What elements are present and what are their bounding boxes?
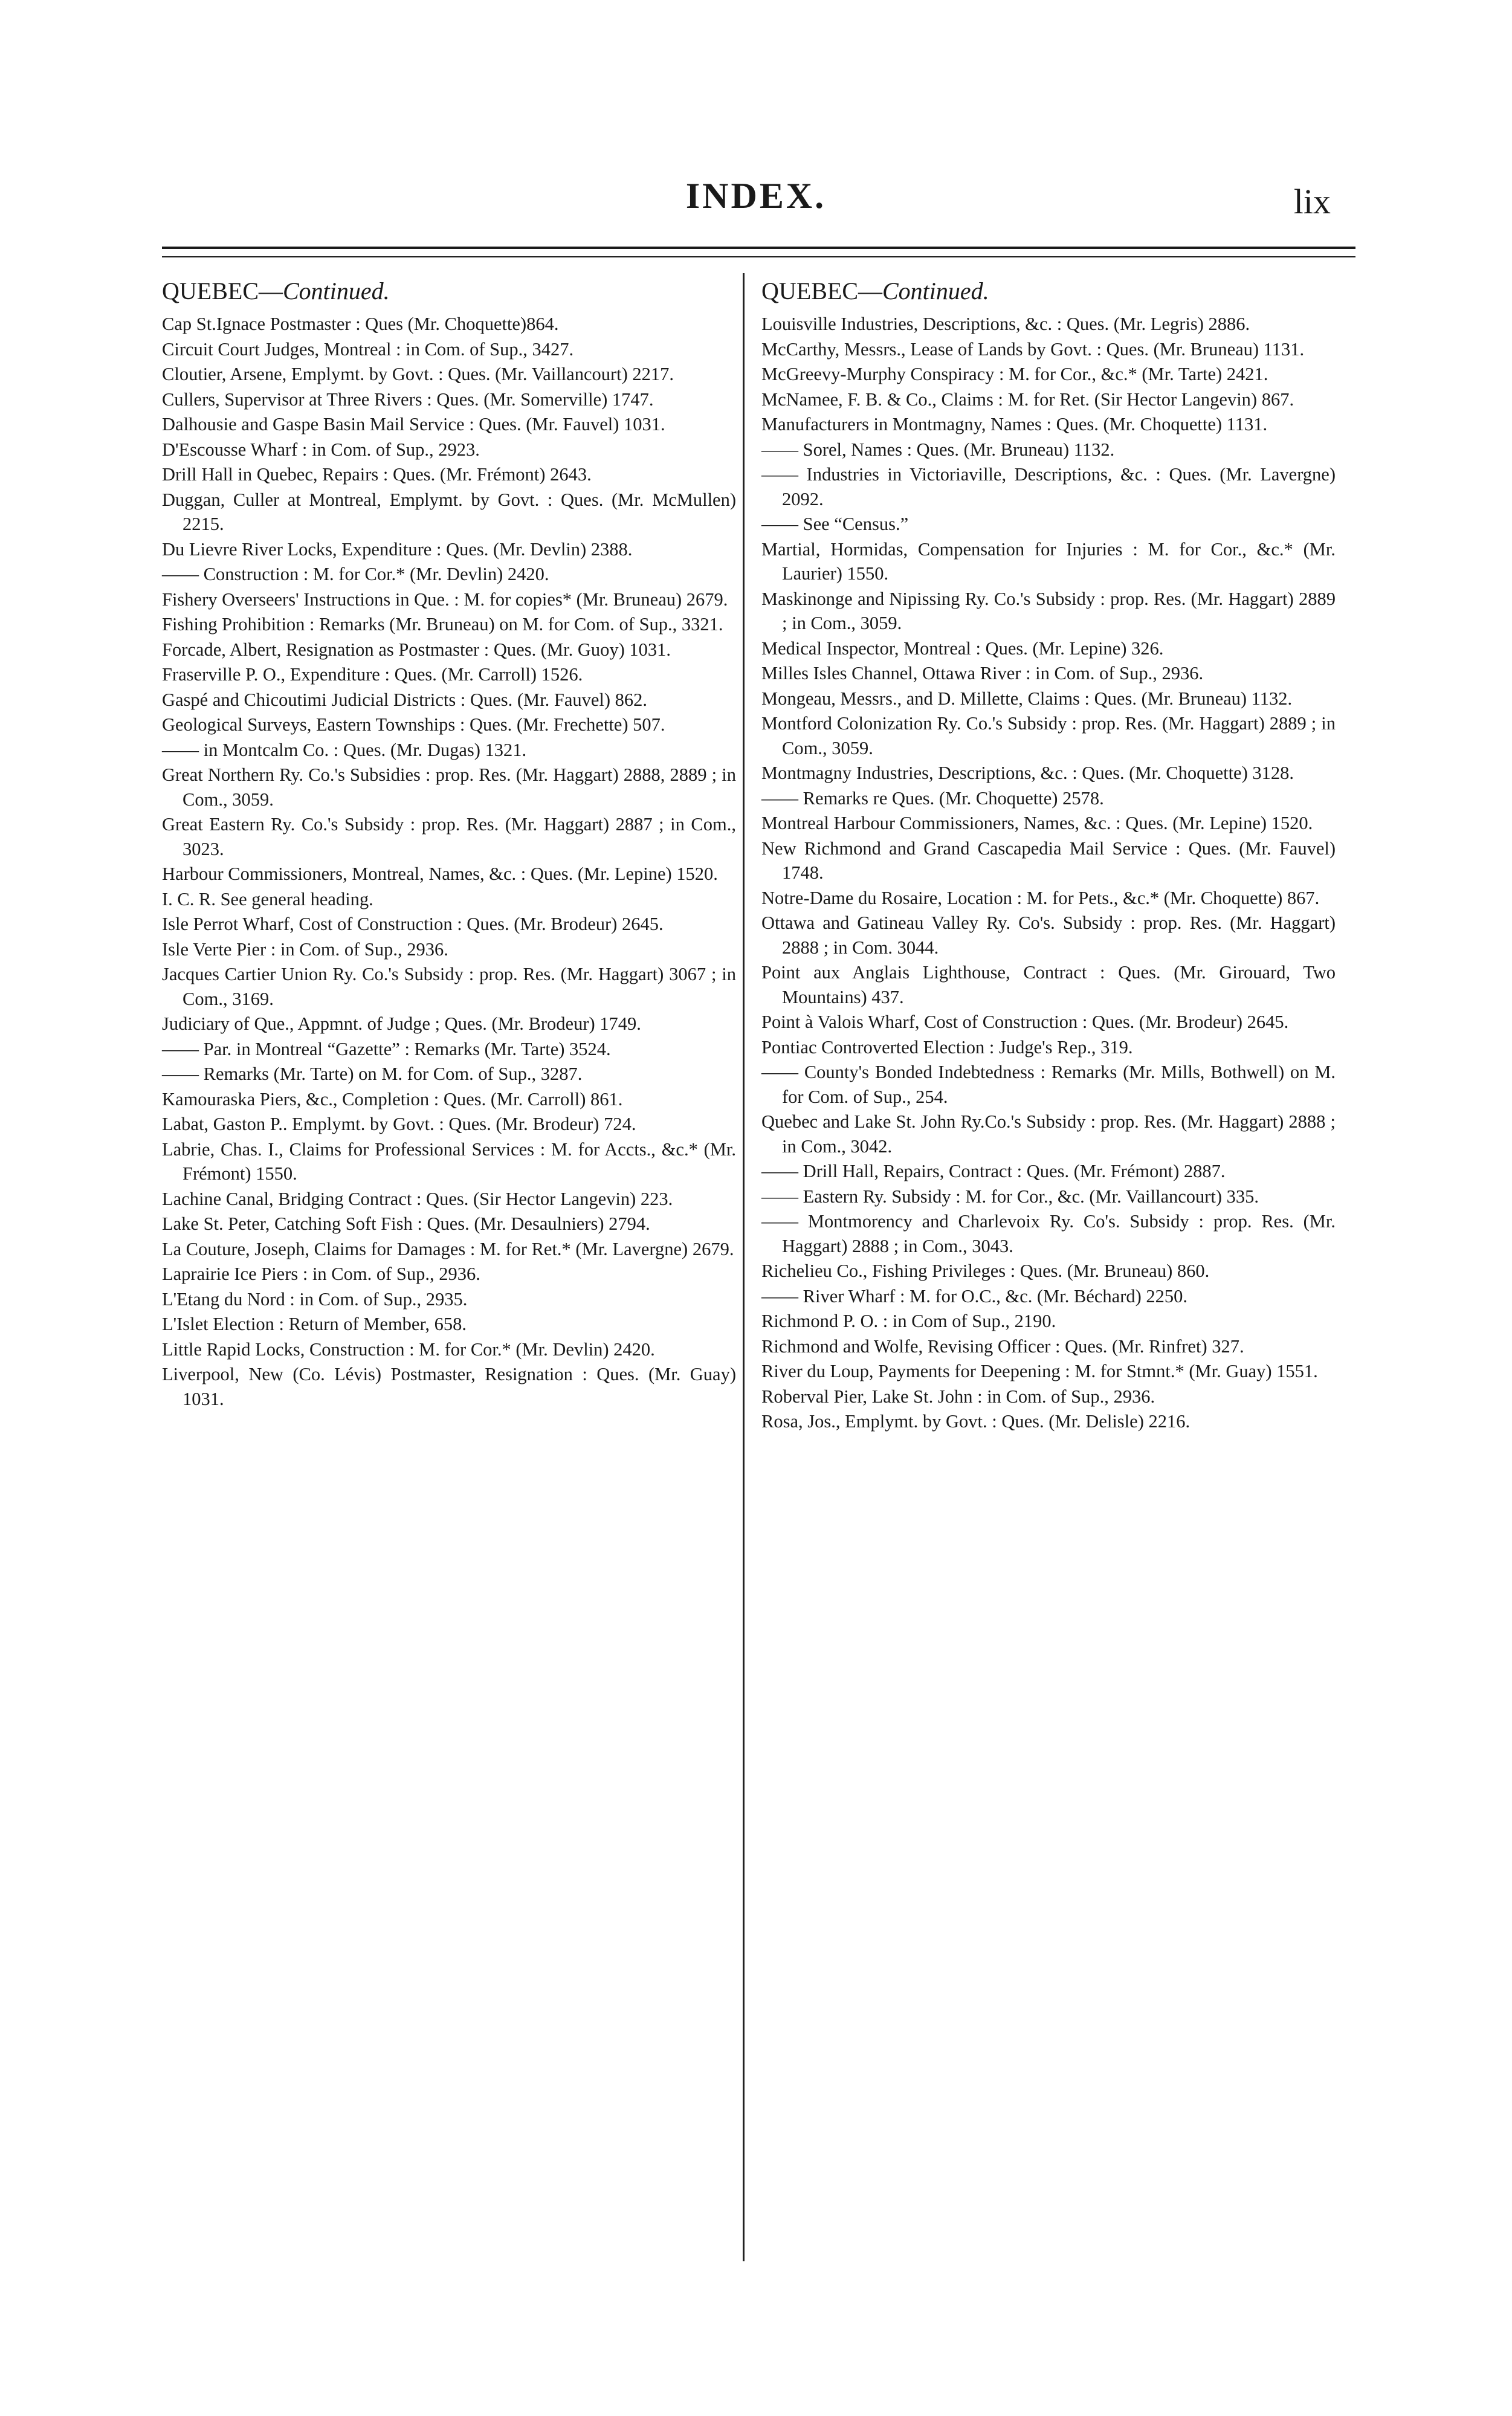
index-entry: —— Sorel, Names : Ques. (Mr. Bruneau) 1132. (761, 439, 1115, 460)
index-entry: Richmond and Wolfe, Revising Officer : Ques. (Mr. Rinfret) 327. (761, 1336, 1244, 1357)
index-entry: Ottawa and Gatineau Valley Ry. Co's. Subsidy : prop. Res. (Mr. Haggart) 2888 ; in Com. 3044. (761, 912, 1336, 958)
index-entry: Montmagny Industries, Descriptions, &c. : Ques. (Mr. Choquette) 3128. (761, 763, 1294, 783)
index-entry: Manufacturers in Montmagny, Names : Ques. (Mr. Choquette) 1131. (761, 414, 1268, 434)
index-entry: Fishery Overseers' Instructions in Que. : M. for copies* (Mr. Bruneau) 2679. (162, 589, 728, 610)
index-entry: Liverpool, New (Co. Lévis) Postmaster, Resignation : Ques. (Mr. Guay) 1031. (162, 1364, 736, 1409)
index-entry: D'Escousse Wharf : in Com. of Sup., 2923. (162, 439, 480, 460)
page-number: lix (1293, 182, 1331, 221)
section-heading-main: QUEBEC— (761, 277, 882, 305)
index-entry: New Richmond and Grand Cascapedia Mail Service : Ques. (Mr. Fauvel) 1748. (761, 838, 1336, 883)
index-entry: —— See “Census.” (761, 514, 909, 534)
section-heading-main: QUEBEC— (162, 277, 283, 305)
index-entry: Isle Perrot Wharf, Cost of Construction : Ques. (Mr. Brodeur) 2645. (162, 914, 664, 934)
index-entry: Isle Verte Pier : in Com. of Sup., 2936. (162, 938, 448, 960)
index-entry: Jacques Cartier Union Ry. Co.'s Subsidy : prop. Res. (Mr. Haggart) 3067 ; in Com., 3169. (162, 964, 736, 1009)
index-entry: River du Loup, Payments for Deepening : M. for Stmnt.* (Mr. Guay) 1551. (761, 1361, 1318, 1381)
index-entry: —— Remarks (Mr. Tarte) on M. for Com. of Sup., 3287. (162, 1064, 583, 1084)
index-entry: Medical Inspector, Montreal : Ques. (Mr. Lepine) 326. (761, 638, 1164, 659)
index-entry: Maskinonge and Nipissing Ry. Co.'s Subsidy : prop. Res. (Mr. Haggart) 2889 ; in Com., 3059. (761, 588, 1336, 633)
index-entry: Fraserville P. O., Expenditure : Ques. (Mr. Carroll) 1526. (162, 664, 583, 685)
index-entry: Harbour Commissioners, Montreal, Names, &c. : Ques. (Mr. Lepine) 1520. (162, 864, 718, 884)
index-entry: Great Eastern Ry. Co.'s Subsidy : prop. Res. (Mr. Haggart) 2887 ; in Com., 3023. (162, 814, 736, 859)
index-entry: —— Industries in Victoriaville, Descriptions, &c. : Ques. (Mr. Lavergne) 2092. (761, 464, 1336, 509)
index-entry: Circuit Court Judges, Montreal : in Com. of Sup., 3427. (162, 338, 574, 360)
index-entry: Richelieu Co., Fishing Privileges : Ques. (Mr. Bruneau) 860. (761, 1261, 1210, 1281)
index-entry: —— Remarks re Ques. (Mr. Choquette) 2578. (761, 787, 1104, 809)
index-entry: L'Etang du Nord : in Com. of Sup., 2935. (162, 1288, 468, 1310)
index-entry: Lachine Canal, Bridging Contract : Ques. (Sir Hector Langevin) 223. (162, 1188, 673, 1209)
section-heading (162, 277, 736, 306)
index-entry: —— Construction : M. for Cor.* (Mr. Devlin) 2420. (162, 564, 549, 584)
index-entry: Duggan, Culler at Montreal, Emplymt. by Govt. : Ques. (Mr. McMullen) 2215. (162, 489, 736, 534)
left-column (162, 277, 736, 1412)
index-entry: —— in Montcalm Co. : Ques. (Mr. Dugas) 1321. (162, 739, 527, 760)
index-entry: —— River Wharf : M. for O.C., &c. (Mr. Béchard) 2250. (761, 1285, 1188, 1307)
index-entry: Labrie, Chas. I., Claims for Professional Services : M. for Accts., &c.* (Mr. Frémont) 1550. (162, 1139, 736, 1184)
index-entry: Richmond P. O. : in Com of Sup., 2190. (761, 1311, 1056, 1331)
header-rule-thick (162, 247, 1355, 249)
index-entry: Milles Isles Channel, Ottawa River : in Com. of Sup., 2936. (761, 663, 1204, 683)
index-entry: Roberval Pier, Lake St. John : in Com. of Sup., 2936. (761, 1386, 1155, 1407)
index-entry: Cloutier, Arsene, Emplymt. by Govt. : Ques. (Mr. Vaillancourt) 2217. (162, 364, 674, 384)
header-rule-thin (162, 256, 1355, 257)
right-column (761, 277, 1336, 1435)
index-entry: La Couture, Joseph, Claims for Damages : M. for Ret.* (Mr. Lavergne) 2679. (162, 1238, 734, 1259)
index-entry: Point à Valois Wharf, Cost of Construction : Ques. (Mr. Brodeur) 2645. (761, 1012, 1289, 1032)
index-entry: Cullers, Supervisor at Three Rivers : Ques. (Mr. Somerville) 1747. (162, 389, 654, 410)
page-title: INDEX. (685, 176, 827, 216)
index-entry: Pontiac Controverted Election : Judge's Rep., 319. (761, 1036, 1133, 1058)
index-entry: Little Rapid Locks, Construction : M. for Cor.* (Mr. Devlin) 2420. (162, 1339, 655, 1360)
index-entry: Rosa, Jos., Emplymt. by Govt. : Ques. (Mr. Delisle) 2216. (761, 1411, 1191, 1432)
index-entry: McNamee, F. B. & Co., Claims : M. for Ret. (Sir Hector Langevin) 867. (761, 389, 1294, 410)
index-entry: Judiciary of Que., Appmnt. of Judge ; Ques. (Mr. Brodeur) 1749. (162, 1013, 641, 1034)
section-heading-continued: Continued. (882, 277, 989, 305)
index-entry: Dalhousie and Gaspe Basin Mail Service : Ques. (Mr. Fauvel) 1031. (162, 414, 665, 434)
index-entry: Lake St. Peter, Catching Soft Fish : Ques. (Mr. Desaulniers) 2794. (162, 1213, 650, 1234)
section-heading (761, 277, 1336, 306)
index-entry: Geological Surveys, Eastern Townships : Ques. (Mr. Frechette) 507. (162, 714, 665, 735)
index-entry: Mongeau, Messrs., and D. Millette, Claims : Ques. (Mr. Bruneau) 1132. (761, 688, 1293, 709)
index-entry: L'Islet Election : Return of Member, 658. (162, 1314, 467, 1334)
index-entry: Notre-Dame du Rosaire, Location : M. for Pets., &c.* (Mr. Choquette) 867. (761, 887, 1320, 908)
index-entry: —— Montmorency and Charlevoix Ry. Co's. Subsidy : prop. Res. (Mr. Haggart) 2888 ; in Com., 3043. (761, 1211, 1336, 1256)
index-entry: McCarthy, Messrs., Lease of Lands by Govt. : Ques. (Mr. Bruneau) 1131. (761, 338, 1305, 360)
index-entry: Du Lievre River Locks, Expenditure : Ques. (Mr. Devlin) 2388. (162, 538, 633, 560)
index-entry: Louisville Industries, Descriptions, &c. : Ques. (Mr. Legris) 2886. (761, 314, 1250, 334)
index-entry: Montreal Harbour Commissioners, Names, &c. : Ques. (Mr. Lepine) 1520. (761, 813, 1313, 833)
index-entry: —— County's Bonded Indebtedness : Remarks (Mr. Mills, Bothwell) on M. for Com. of Sup., 254. (761, 1062, 1336, 1107)
index-entry: Point aux Anglais Lighthouse, Contract : Ques. (Mr. Girouard, Two Mountains) 437. (761, 962, 1336, 1007)
index-entry: Montford Colonization Ry. Co.'s Subsidy : prop. Res. (Mr. Haggart) 2889 ; in Com., 3059. (761, 713, 1336, 758)
section-heading-continued: Continued. (283, 277, 390, 305)
index-entry: Cap St.Ignace Postmaster : Ques (Mr. Choquette)864. (162, 314, 559, 334)
index-entry: Fishing Prohibition : Remarks (Mr. Bruneau) on M. for Com. of Sup., 3321. (162, 614, 723, 635)
column-divider (743, 273, 745, 2261)
index-entry: Kamouraska Piers, &c., Completion : Ques. (Mr. Carroll) 861. (162, 1088, 623, 1109)
index-entry: Forcade, Albert, Resignation as Postmaster : Ques. (Mr. Guoy) 1031. (162, 639, 671, 660)
index-entry: Quebec and Lake St. John Ry.Co.'s Subsidy : prop. Res. (Mr. Haggart) 2888 ; in Com., 3042. (761, 1111, 1336, 1157)
index-entry: Drill Hall in Quebec, Repairs : Ques. (Mr. Frémont) 2643. (162, 464, 592, 485)
index-entry: I. C. R. See general heading. (162, 888, 373, 909)
index-entry: Great Northern Ry. Co.'s Subsidies : prop. Res. (Mr. Haggart) 2888, 2889 ; in Com., 3059. (162, 764, 736, 810)
index-entry: —— Drill Hall, Repairs, Contract : Ques. (Mr. Frémont) 2887. (761, 1161, 1226, 1181)
index-entry: —— Par. in Montreal “Gazette” : Remarks (Mr. Tarte) 3524. (162, 1038, 611, 1059)
index-entry: McGreevy-Murphy Conspiracy : M. for Cor., &c.* (Mr. Tarte) 2421. (761, 364, 1268, 384)
index-entry: Gaspé and Chicoutimi Judicial Districts : Ques. (Mr. Fauvel) 862. (162, 689, 648, 710)
index-entry: —— Eastern Ry. Subsidy : M. for Cor., &c. (Mr. Vaillancourt) 335. (761, 1186, 1259, 1207)
index-entry: Laprairie Ice Piers : in Com. of Sup., 2936. (162, 1264, 480, 1284)
index-entry: Martial, Hormidas, Compensation for Injuries : M. for Cor., &c.* (Mr. Laurier) 1550. (761, 538, 1336, 584)
index-entry: Labat, Gaston P.. Emplymt. by Govt. : Ques. (Mr. Brodeur) 724. (162, 1114, 636, 1134)
